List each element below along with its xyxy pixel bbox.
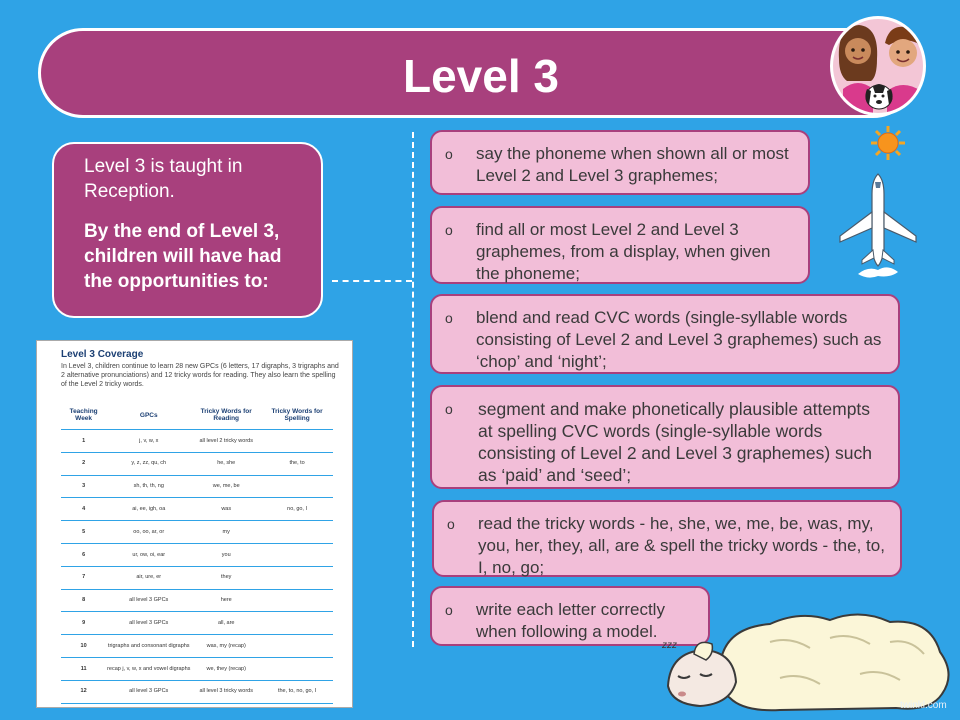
bullet-icon: o [445,602,453,618]
intro-bold-text: By the end of Level 3, children will have had the opportunities to: [84,221,282,292]
table-cell: 10 [61,635,106,658]
table-row [61,680,333,703]
table-cell [261,543,333,566]
table-cell: ur, ow, oi, ear [106,543,191,566]
table-cell: all level 3 GPCs [106,589,191,612]
brand-label: twinkl.com [900,700,947,711]
table-cell: was [191,498,261,521]
table-row [61,543,333,566]
objective-text: say the phoneme when shown all or most Level 2 and Level 3 graphemes; [476,144,789,185]
column-header: GPCs [106,401,191,430]
table-cell: 4 [61,498,106,521]
table-cell: the, to, no, go, I [261,680,333,703]
dashed-connector-horizontal [332,280,412,282]
sleeping-sheep-icon [660,608,960,714]
table-cell: all level 3 GPCs [106,680,191,703]
objective-text: read the tricky words - he, she, we, me, be, was, my, you, her, they, all, are & spell the tricky words - the, to, I, no, go; [478,514,885,577]
table-cell [261,657,333,680]
table-cell: he, she [191,452,261,475]
table-cell [261,589,333,612]
table-row [61,612,333,635]
table-row [61,589,333,612]
objective-item [430,206,810,284]
intro-text: Level 3 is taught in Reception. [84,156,243,202]
table-cell: all, are [191,612,261,635]
table-row [61,566,333,589]
bullet-icon: o [445,401,453,417]
table-cell: all level 3 tricky words [191,680,261,703]
objective-item [430,130,810,195]
coverage-table [61,401,333,704]
table-cell: y, z, zz, qu, ch [106,452,191,475]
table-row [61,521,333,544]
dashed-connector-vertical [412,132,414,647]
table-header-row [61,401,333,430]
table-cell: here [191,589,261,612]
table-cell: all level 3 GPCs [106,612,191,635]
table-cell: no, go, I [261,498,333,521]
children-avatar [830,16,926,116]
table-cell: 11 [61,657,106,680]
table-cell: the, to [261,452,333,475]
table-cell: they [191,566,261,589]
table-cell: 7 [61,566,106,589]
table-cell: my [191,521,261,544]
table-row [61,452,333,475]
bullet-icon: o [445,146,453,162]
table-cell: ai, ee, igh, oa [106,498,191,521]
table-row [61,635,333,658]
table-cell: 2 [61,452,106,475]
intro-box [52,142,323,318]
table-cell: all level 2 tricky words [191,430,261,453]
sun-icon [870,125,906,161]
table-cell: air, ure, er [106,566,191,589]
table-row [61,657,333,680]
coverage-document [36,340,353,708]
coverage-description: In Level 3, children continue to learn 28 new GPCs (6 letters, 17 digraphs, 3 trigraphs and 2 alternative pronunciations) and 12 tricky words for reading. They also learn the spelling of the Level 2 tricky words. [61,363,339,388]
coverage-title: Level 3 Coverage [61,349,144,360]
table-cell: 5 [61,521,106,544]
objective-text: write each letter correctly when following a model. [476,600,665,641]
bullet-icon: o [445,310,453,326]
table-cell: 12 [61,680,106,703]
table-cell [261,566,333,589]
bullet-icon: o [447,516,455,532]
objective-text: blend and read CVC words (single-syllable words consisting of Level 2 and Level 3 graphemes) such as ‘chop’ and ‘night’; [476,308,882,371]
table-cell [261,430,333,453]
table-cell: was, my (recap) [191,635,261,658]
table-cell: 6 [61,543,106,566]
table-cell: we, me, be [191,475,261,498]
objective-item [430,385,900,489]
table-cell: recap j, v, w, x and vowel digraphs [106,657,191,680]
objective-item [432,500,902,577]
title-banner [38,28,918,118]
table-row [61,430,333,453]
table-cell: 9 [61,612,106,635]
table-row [61,475,333,498]
column-header: Tricky Words for Reading [191,401,261,430]
table-cell: 8 [61,589,106,612]
table-cell [261,521,333,544]
table-cell: you [191,543,261,566]
table-cell: oo, oo, ar, or [106,521,191,544]
objective-text: find all or most Level 2 and Level 3 graphemes, from a display, when given the phoneme; [476,220,771,283]
airplane-icon [838,170,918,280]
table-cell: 1 [61,430,106,453]
column-header: Teaching Week [61,401,106,430]
column-header: Tricky Words for Spelling [261,401,333,430]
table-cell [261,612,333,635]
sleep-zzz-text: zzz [662,640,677,651]
table-cell: sh, th, th, ng [106,475,191,498]
table-cell: trigraphs and consonant digraphs [106,635,191,658]
table-cell [261,475,333,498]
page-title: Level 3 [403,50,559,102]
table-cell: 3 [61,475,106,498]
table-cell: j, v, w, x [106,430,191,453]
bullet-icon: o [445,222,453,238]
table-cell [261,635,333,658]
table-cell: we, they (recap) [191,657,261,680]
objective-text: segment and make phonetically plausible attempts at spelling CVC words (single-syllable words consisting of Level 2 and Level 3 graphemes) such as ‘paid’ and ‘seed’; [478,399,872,485]
objective-item [430,294,900,374]
table-row [61,498,333,521]
